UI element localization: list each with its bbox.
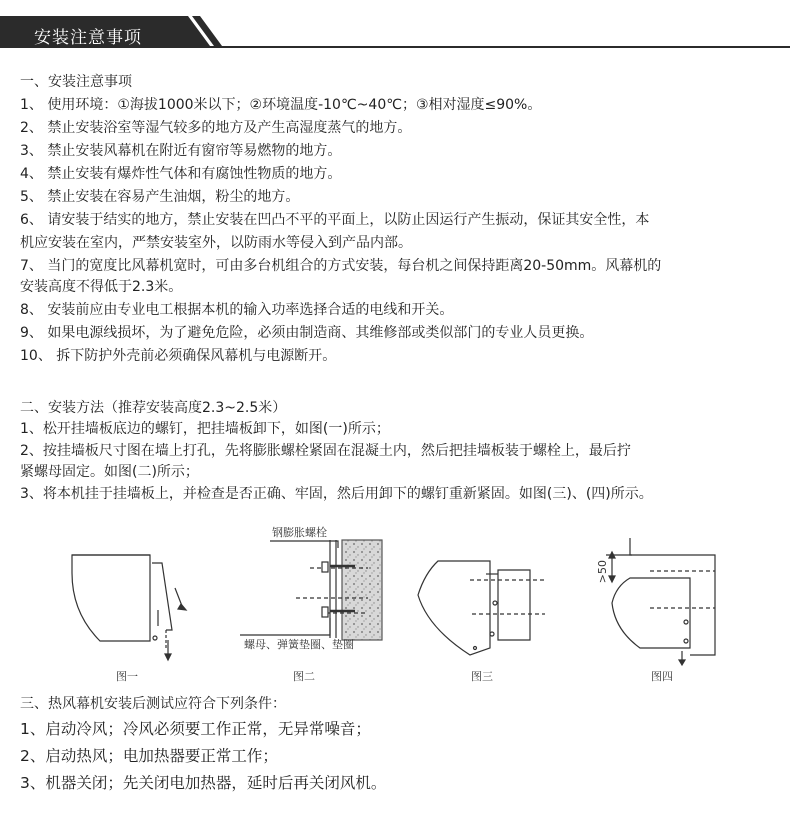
list-item: 4、 禁止安装有爆炸性气体和有腐蚀性物质的地方。	[20, 166, 342, 182]
bolt-label: 钢膨胀螺栓	[272, 526, 327, 539]
figure4-drawing	[606, 538, 715, 665]
nut-label: 螺母、弹簧垫圈、垫圈	[244, 638, 354, 651]
figure2-drawing	[240, 540, 382, 640]
figure4-caption: 图四	[651, 670, 673, 683]
list-item: 8、 安装前应由专业电工根据本机的输入功率选择合适的电线和开关。	[20, 302, 454, 318]
list-item: 2、 禁止安装浴室等湿气较多的地方及产生高湿度蒸气的地方。	[20, 120, 412, 136]
installation-diagrams	[0, 518, 790, 688]
installation-figures	[0, 518, 790, 688]
list-item: 1、 使用环境：①海拔1000米以下；②环境温度-10℃~40℃；③相对湿度≤90%。	[20, 97, 542, 113]
list-item: 2、启动热风；电加热器要正常工作；	[20, 747, 278, 765]
section3-heading: 三、热风幕机安装后测试应符合下列条件：	[20, 696, 286, 712]
list-item: 3、将本机挂于挂墙板上，并检查是否正确、牢固，然后用卸下的螺钉重新紧固。如图(三)、(四)所示。	[20, 486, 653, 502]
figure2-caption: 图二	[293, 670, 315, 683]
list-item: 1、启动冷风；冷风必须要工作正常，无异常噪音；	[20, 720, 371, 738]
list-item: 6、 请安装于结实的地方，禁止安装在凹凸不平的平面上，以防止因运行产生振动，保证其安全性，本	[20, 212, 650, 228]
list-item: 7、 当门的宽度比风幕机宽时，可由多台机组合的方式安装，每台机之间保持距离20-50mm。风幕机的	[20, 258, 662, 274]
figure1-drawing	[72, 555, 186, 660]
page-title: 安装注意事项	[34, 28, 142, 48]
list-item: 5、 禁止安装在容易产生油烟，粉尘的地方。	[20, 189, 300, 205]
list-item: 3、机器关闭；先关闭电加热器，延时后再关闭风机。	[20, 774, 387, 792]
list-item: 机应安装在室内，严禁安装室外，以防雨水等侵入到产品内部。	[20, 235, 412, 251]
list-item: 3、 禁止安装风幕机在附近有窗帘等易燃物的地方。	[20, 143, 342, 159]
list-item: 安装高度不得低于2.3米。	[20, 279, 183, 295]
figure3-caption: 图三	[471, 670, 493, 683]
list-item: 9、 如果电源线损坏，为了避免危险，必须由制造商、其维修部或类似部门的专业人员更换。	[20, 325, 594, 341]
list-item: 10、 拆下防护外壳前必须确保风幕机与电源断开。	[20, 348, 337, 364]
section-header	[0, 16, 790, 52]
list-item: 2、按挂墙板尺寸图在墙上打孔，先将膨胀螺栓紧固在混凝土内，然后把挂墙板装于螺栓上，最后拧	[20, 443, 631, 459]
gap-label: >50	[596, 560, 609, 584]
list-item: 1、松开挂墙板底边的螺钉，把挂墙板卸下，如图(一)所示；	[20, 421, 390, 437]
section1-heading: 一、安装注意事项	[20, 74, 132, 90]
section2-heading: 二、安装方法（推荐安装高度2.3~2.5米）	[20, 400, 287, 416]
list-item: 紧螺母固定。如图(二)所示；	[20, 464, 199, 480]
figure1-caption: 图一	[116, 670, 138, 683]
figure3-drawing	[418, 561, 545, 655]
